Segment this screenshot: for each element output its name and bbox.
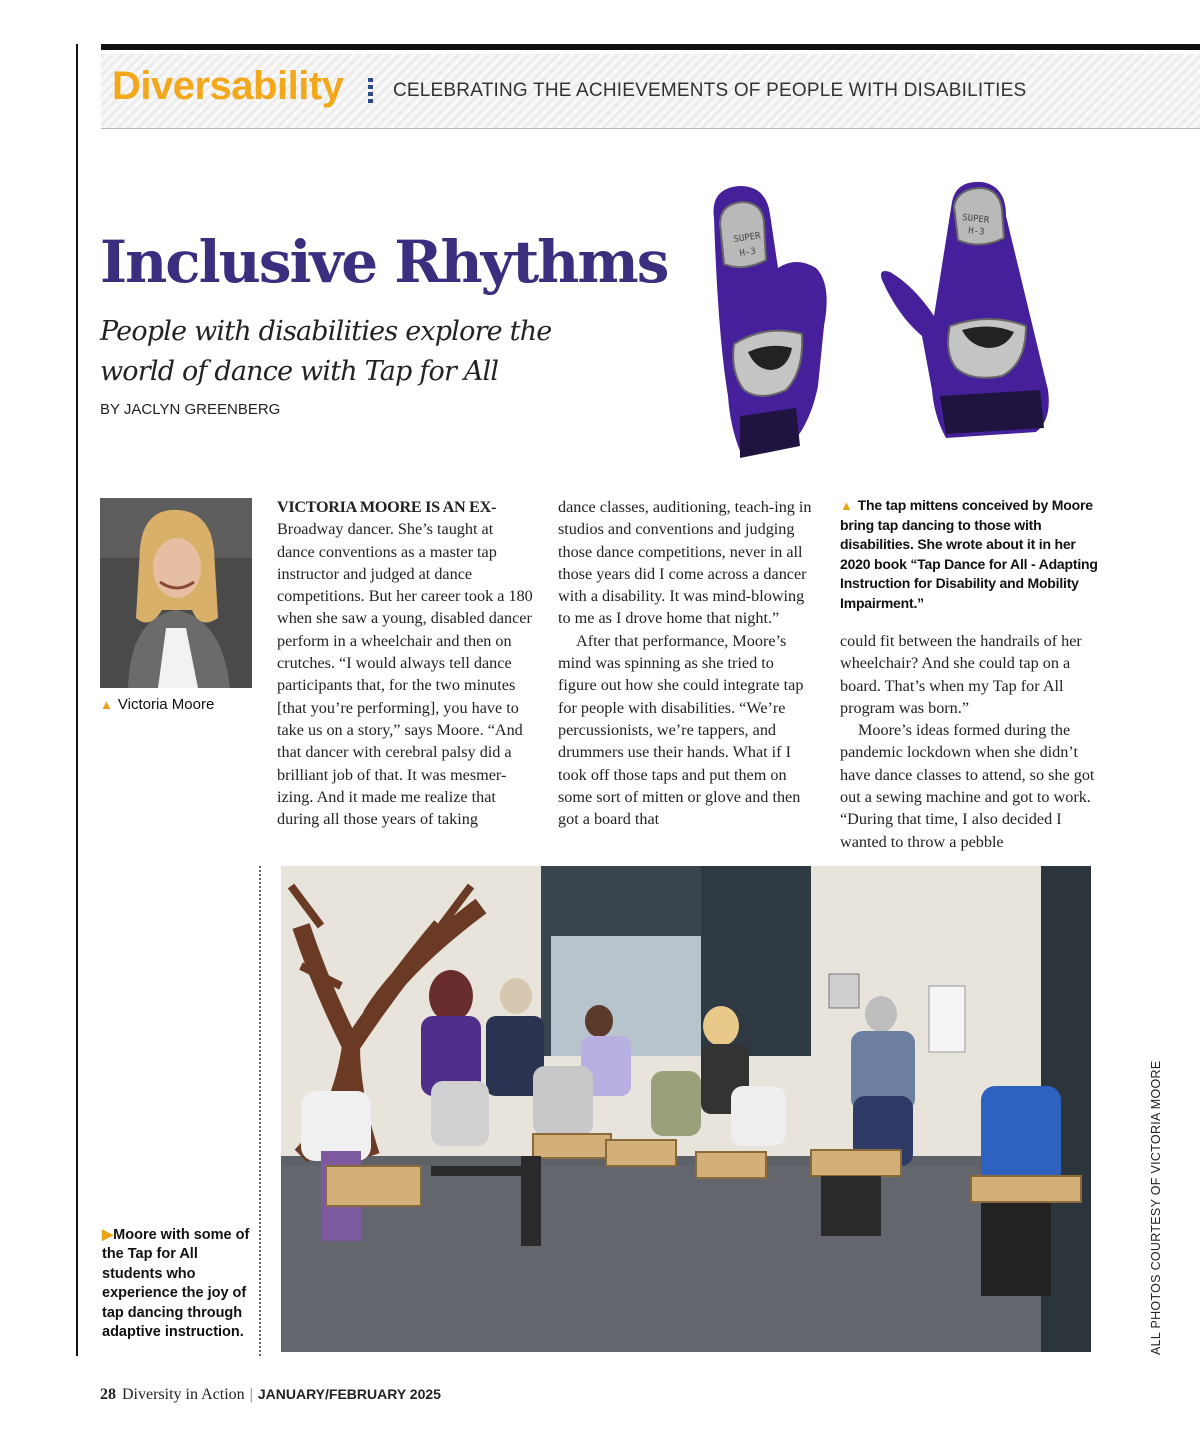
victoria-moore-portrait xyxy=(100,498,252,688)
mitten-plate-text: H-3 xyxy=(967,226,985,238)
tap-mittens-photo xyxy=(700,176,1070,466)
issue-date: JANUARY/FEBRUARY 2025 xyxy=(257,1386,441,1402)
group-caption-text: Moore with some of the Tap for All students who experience the joy of tap dancing through adaptive instruction. xyxy=(102,1227,250,1341)
mitten-plate-text: SUPER xyxy=(733,231,762,245)
section-tagline: CELEBRATING THE ACHIEVEMENTS OF PEOPLE WITH DISABILITIES xyxy=(393,80,1027,101)
mitten-plate-text: SUPER xyxy=(961,213,990,226)
right-mitten xyxy=(881,182,1049,438)
dotted-divider xyxy=(259,866,261,1356)
article-column-1 xyxy=(277,496,533,830)
section-brand: Diversability xyxy=(112,64,344,108)
article-column-3 xyxy=(840,630,1096,853)
magazine-name: Diversity in Action xyxy=(122,1386,245,1403)
triangle-right-icon: ▶ xyxy=(102,1227,114,1243)
photo-credit: ALL PHOTOS COURTESY OF VICTORIA MOORE xyxy=(1149,1060,1163,1355)
footer-separator: | xyxy=(249,1386,253,1403)
portrait-caption-text: Victoria Moore xyxy=(117,696,215,713)
article-byline: BY JACLYN GREENBERG xyxy=(100,401,281,418)
article-deck: People with disabilities explore the world of dance with Tap for All xyxy=(100,316,552,387)
mitten-plate-text: H-3 xyxy=(739,246,757,259)
article-headline: Inclusive Rhythms xyxy=(100,228,668,296)
column-3-paragraph-1: could fit between the handrails of her wheelchair? And she could tap on a board. That’s when my Tap for All program was born.” xyxy=(840,632,1082,717)
column-1-text: Broadway dancer. She’s taught at dance conventions as a master tap instructor and judged at dance competitions. But her career took a 180 when she saw a young, disabled dancer perform in a wheelchair and then on crutches. “I would always tell dance participants that, for the two minutes [that you’re performing], you have to take us on a story,” says Moore. “And that dancer with cerebral palsy did a brilliant job of that. It was mesmer-izing. And it made me realize that during all those years of taking xyxy=(277,520,533,829)
group-photo-caption xyxy=(102,1226,252,1342)
column-2-paragraph-1: dance classes, auditioning, teach-ing in studios and conventions and judging those dance competitions, never in all those years did I come across a dancer with a disability. It was mind-blowing to me as I drove home that night.” xyxy=(558,498,812,628)
left-mitten xyxy=(714,186,827,458)
brand-separator xyxy=(368,78,373,104)
article-column-2 xyxy=(558,496,816,830)
page-left-rule xyxy=(76,44,78,1356)
tap-for-all-group-photo xyxy=(281,866,1091,1352)
page-footer xyxy=(100,1386,441,1404)
header-top-rule xyxy=(101,44,1200,50)
triangle-up-icon: ▲ xyxy=(840,498,853,513)
column-3-paragraph-2: Moore’s ideas formed during the pandemic lockdown when she didn’t have dance classes to attend, so she got out a sewing machine and got to work. “During that time, I also decided I wanted to throw a pebble xyxy=(840,721,1095,851)
mittens-caption xyxy=(840,496,1102,614)
column-2-paragraph-2: After that performance, Moore’s mind was spinning as she tried to figure out how she could integrate tap for people with disabilities. “We’re percussionists, we’re tappers, and drummers use their hands. What if I took off those taps and put them on some sort of mitten or glove and then got a board that xyxy=(558,631,804,829)
article-lead-in: VICTORIA MOORE IS AN EX- xyxy=(277,498,497,516)
triangle-up-icon: ▲ xyxy=(100,697,113,712)
portrait-caption xyxy=(100,696,214,713)
page-number: 28 xyxy=(100,1386,116,1403)
mittens-caption-text: The tap mittens conceived by Moore bring tap dancing to those with disabilities. She wrote about it in her 2020 book “Tap Dance for All - Adapting Instruction for Disability and Mobility Impairment.” xyxy=(840,497,1098,611)
